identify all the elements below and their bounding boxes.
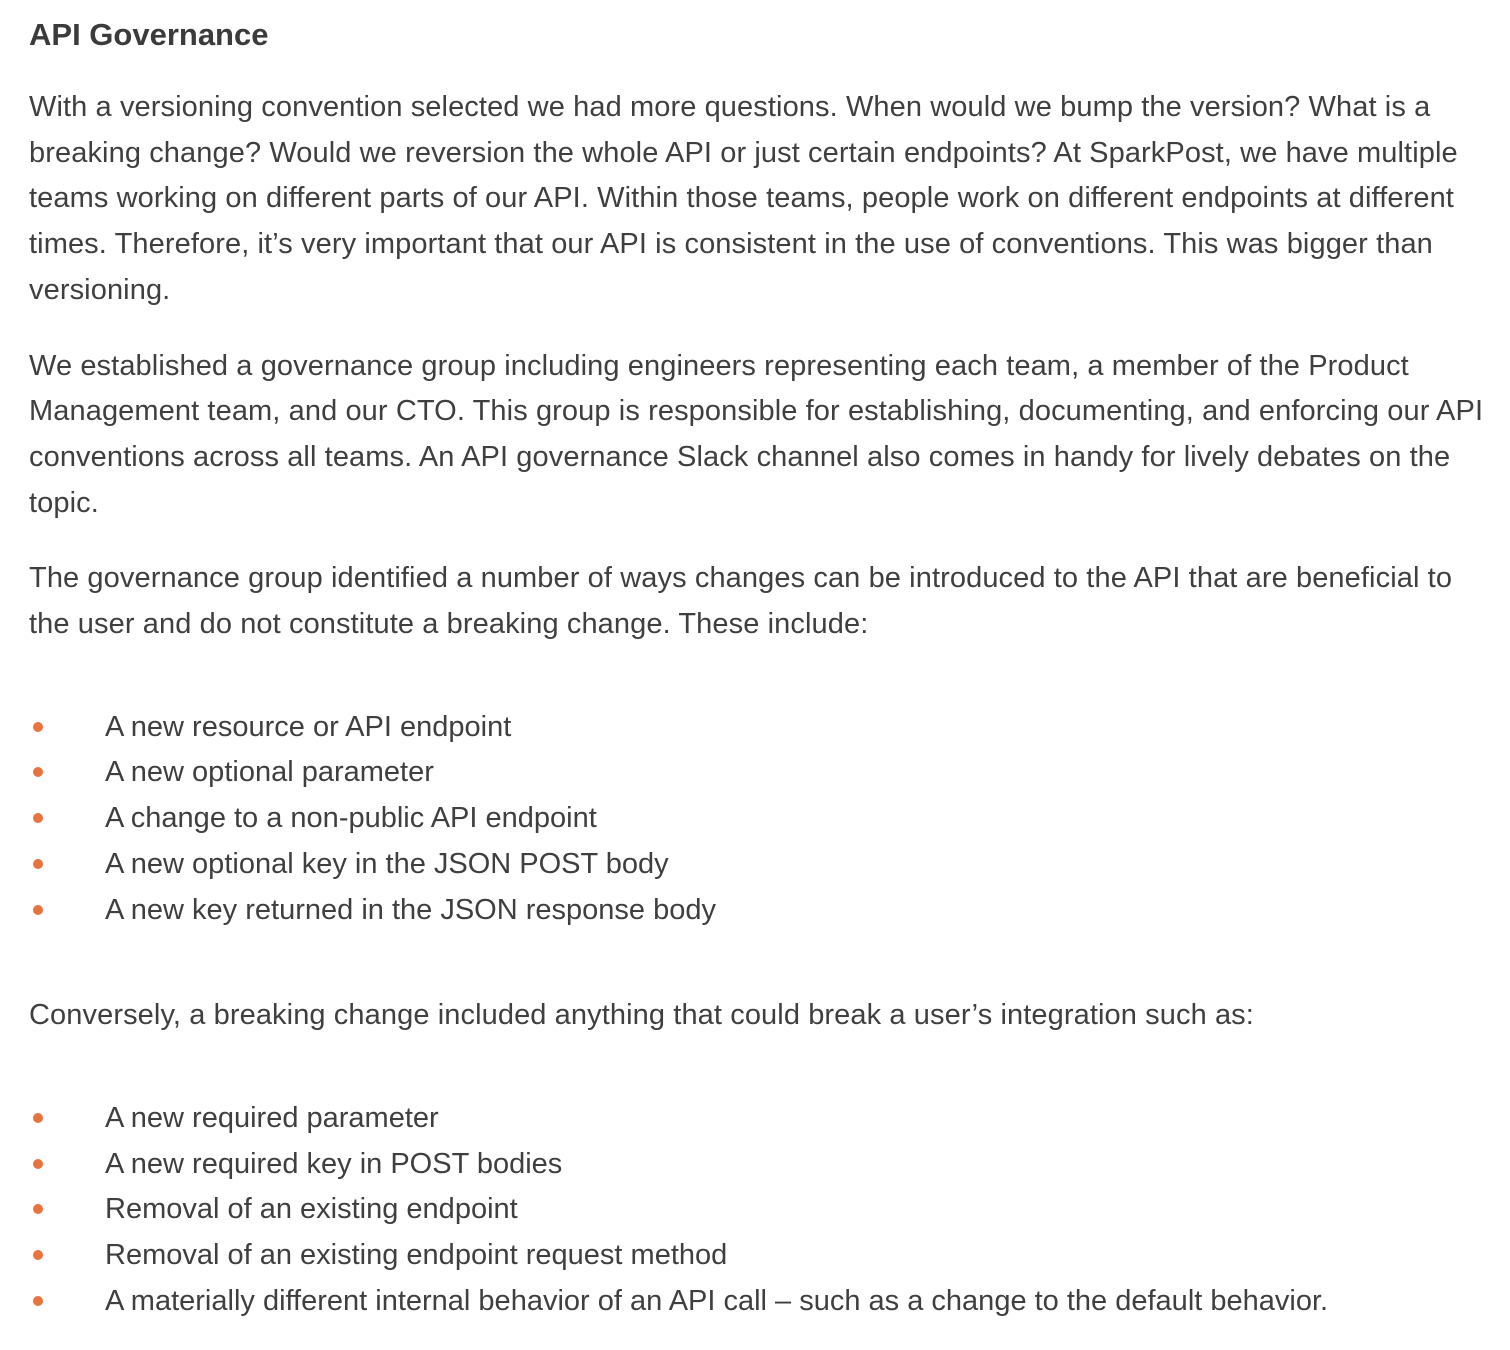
bullet-dot-icon (33, 813, 43, 823)
bullet-dot-icon (33, 1159, 43, 1169)
bullet-dot-icon (33, 1113, 43, 1123)
bullet-dot-icon (33, 1250, 43, 1260)
breaking-changes-list (29, 1096, 1489, 1325)
list-item (29, 1096, 1489, 1142)
bullet-dot-icon (33, 859, 43, 869)
bullet-dot-icon (33, 1204, 43, 1214)
list-item (29, 705, 1489, 751)
list-item-text: A new optional key in the JSON POST body (105, 847, 669, 880)
list-item (29, 750, 1489, 796)
section-title: API Governance (29, 17, 269, 52)
article (29, 14, 1489, 1324)
list-item-text: A new resource or API endpoint (105, 710, 512, 743)
list-item-text: A new required parameter (105, 1101, 439, 1134)
list-item-text: A change to a non-public API endpoint (105, 802, 597, 835)
list-item (29, 1142, 1489, 1188)
list-item (29, 796, 1489, 842)
list-item (29, 888, 1489, 934)
list-item (29, 1233, 1489, 1279)
list-item-text: A new required key in POST bodies (105, 1147, 563, 1180)
non-breaking-changes-list (29, 705, 1489, 934)
paragraph-non-breaking-intro: The governance group identified a number of ways changes can be introduced to the API that are beneficial to the user and do not constitute a breaking change. These include: (29, 562, 1453, 641)
paragraph-governance-group: We established a governance group including engineers representing each team, a member of the Product Management team, and our CTO. This group is responsible for establishing, documenting, and enforcing our API conventions across all teams. An API governance Slack channel also comes in handy for lively debates on the topic. (29, 349, 1484, 519)
list-item (29, 1279, 1489, 1325)
list-item-text: Removal of an existing endpoint (105, 1193, 518, 1226)
list-item (29, 1187, 1489, 1233)
list-item-text: A materially different internal behavior of an API call – such as a change to the default behavior. (105, 1284, 1329, 1317)
list-item-text: Removal of an existing endpoint request method (105, 1239, 728, 1272)
bullet-dot-icon (33, 722, 43, 732)
list-item-text: A new key returned in the JSON response body (105, 893, 716, 926)
list-item-text: A new optional parameter (105, 756, 434, 789)
bullet-dot-icon (33, 767, 43, 777)
paragraph-breaking-intro: Conversely, a breaking change included anything that could break a user’s integration such as: (29, 999, 1254, 1032)
bullet-dot-icon (33, 905, 43, 915)
paragraph-versioning-questions: With a versioning convention selected we had more questions. When would we bump the version? What is a breaking change? Would we reversion the whole API or just certain endpoints? At SparkPost, we have multiple teams working on different parts of our API. Within those teams, people work on different endpoints at different times. Therefore, it’s very important that our API is consistent in the use of conventions. This was bigger than versioning. (29, 91, 1458, 306)
list-item (29, 842, 1489, 888)
bullet-dot-icon (33, 1296, 43, 1306)
